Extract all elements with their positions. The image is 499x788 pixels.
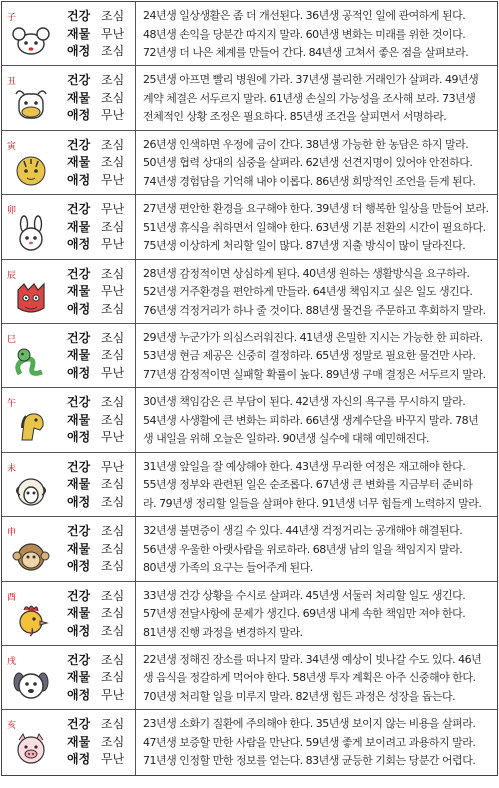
fortune-item: [67, 330, 124, 348]
fortune-category: 재물: [67, 477, 91, 492]
horoscope-line: 생 내일을 위해 오늘은 일하라. 90년생 실수에 대해 예민해진다.: [143, 432, 429, 446]
fortune-rating: 무난: [101, 284, 125, 299]
horoscope-line: 80년생 가족의 요구는 들어주게 된다.: [143, 561, 313, 575]
horoscope-line: 53년생 현금 제공은 신중히 결정하라. 65년생 정말로 필요한 물건만 사라.: [143, 349, 476, 363]
horoscope-line: 23년생 소화기 질환에 주의해야 한다. 35년생 보이지 않는 비용을 살펴라.: [143, 717, 476, 731]
horoscope-line: 47년생 보증할 만한 사람을 만난다. 59년생 좋게 보이려고 과용하지 말라.: [143, 735, 476, 749]
fortune-rating: 조심: [101, 137, 125, 152]
fortune-item: [67, 523, 124, 541]
fortune-item: [67, 412, 124, 430]
fortune-category: 건강: [67, 652, 91, 667]
fortune-summary: [67, 72, 124, 125]
fortune-item: [67, 652, 124, 670]
zodiac-character: 午: [7, 399, 17, 410]
fortune-summary: [67, 523, 124, 576]
horoscope-line: 71년생 인정할 만한 정보를 얻는다. 83년생 균등한 기회는 당분간 어렵다.: [143, 754, 476, 768]
horoscope-line: 33년생 건강 상황을 수시로 살펴라. 45년생 서둘러 처리할 일도 생긴다.: [143, 588, 466, 602]
fortune-category: 애정: [67, 687, 91, 702]
fortune-rating: 무난: [101, 202, 125, 217]
fortune-rating: 조심: [101, 219, 125, 234]
fortune-rating: 조심: [101, 606, 125, 621]
fortune-category: 건강: [67, 330, 91, 345]
fortune-item: [67, 394, 124, 412]
fortune-item: [67, 558, 124, 576]
fortune-category: 재물: [67, 606, 91, 621]
horoscope-line: 72년생 더 나은 체계를 만들어 간다. 84년생 고쳐서 좋은 점을 살펴보라.: [143, 46, 469, 59]
fortune-rating: 조심: [101, 266, 125, 281]
fortune-category: 애정: [67, 108, 91, 123]
fortune-rating: 조심: [101, 652, 125, 667]
fortune-rating: 조심: [101, 348, 125, 363]
fortune-rating: 조심: [101, 588, 125, 603]
fortune-rating: 무난: [101, 687, 125, 702]
rabbit-icon: [10, 215, 52, 253]
zodiac-character: 戌: [7, 656, 17, 667]
fortune-rating: 무난: [101, 108, 125, 123]
horoscope-text: [136, 388, 497, 451]
fortune-category: 애정: [67, 301, 91, 316]
horoscope-text: [136, 260, 497, 323]
fortune-category: 재물: [67, 734, 91, 749]
ox-icon: [10, 86, 52, 124]
fortune-category: 애정: [67, 430, 91, 445]
horoscope-row: [2, 195, 497, 259]
fortune-item: [67, 172, 124, 190]
dragon-icon: [10, 280, 52, 318]
horoscope-row: [2, 2, 497, 66]
zodiac-cell: [2, 517, 136, 580]
horoscope-line: 25년생 아프면 빨리 병원에 가라. 37년생 불리한 거래인가 살펴라. 49년생: [143, 73, 479, 87]
fortune-category: 애정: [67, 44, 91, 58]
horoscope-line: 76년생 걱정거리가 하나 줄 것이다. 88년생 물건을 주문하고 후회하지 말라.: [143, 303, 486, 317]
fortune-rating: 무난: [101, 237, 125, 252]
horse-icon: [10, 408, 52, 446]
pig-icon: [10, 730, 52, 768]
fortune-rating: 조심: [101, 330, 125, 345]
zodiac-cell: [2, 324, 136, 387]
zodiac-character: 亥: [7, 721, 17, 732]
snake-icon: [10, 344, 52, 382]
zodiac-cell: [2, 260, 136, 323]
fortune-category: 재물: [67, 90, 91, 105]
fortune-item: [67, 751, 124, 769]
fortune-category: 재물: [67, 412, 91, 427]
zodiac-cell: [2, 646, 136, 709]
fortune-category: 건강: [67, 9, 91, 23]
horoscope-row: [2, 324, 497, 388]
horoscope-text: [136, 646, 497, 709]
horoscope-text: [136, 517, 497, 580]
horoscope-text: [136, 324, 497, 387]
fortune-item: [67, 283, 124, 301]
fortune-rating: 조심: [101, 670, 125, 685]
fortune-category: 건강: [67, 524, 91, 539]
fortune-item: [67, 26, 124, 44]
fortune-summary: [67, 716, 124, 769]
fortune-rating: 무난: [101, 26, 125, 41]
monkey-icon: [10, 537, 52, 575]
fortune-item: [67, 72, 124, 90]
fortune-item: [67, 107, 124, 125]
horoscope-row: [2, 66, 497, 130]
fortune-item: [67, 734, 124, 752]
fortune-category: 재물: [67, 541, 91, 556]
fortune-item: [67, 687, 124, 705]
fortune-category: 애정: [67, 172, 91, 187]
zodiac-character: 丑: [7, 77, 17, 88]
horoscope-table: [1, 1, 498, 776]
fortune-category: 애정: [67, 559, 91, 574]
horoscope-line: 56년생 우울한 아랫사람을 위로하라. 68년생 남의 일을 책임지지 말라.: [143, 542, 463, 556]
fortune-rating: 무난: [101, 365, 125, 380]
horoscope-text: [136, 66, 497, 129]
fortune-rating: 조심: [101, 477, 125, 492]
horoscope-line: 24년생 일상생활은 좀 더 개선된다. 36년생 공적인 일에 관여하게 된다.: [143, 9, 466, 22]
fortune-rating: 무난: [101, 459, 125, 474]
zodiac-cell: [2, 388, 136, 451]
fortune-rating: 조심: [101, 44, 125, 58]
fortune-item: [67, 716, 124, 734]
horoscope-line: 77년생 감정적이면 실패할 확률이 높다. 89년생 구매 결정은 서두르지 말라.: [143, 367, 486, 381]
fortune-item: [67, 154, 124, 172]
zodiac-character: 未: [7, 463, 17, 474]
horoscope-line: 라. 79년생 정리할 일들을 살펴야 한다. 91년생 너무 힘들게 노력하지 말라.: [143, 496, 482, 510]
fortune-item: [67, 494, 124, 512]
fortune-summary: [67, 652, 124, 705]
horoscope-line: 22년생 정해진 장소를 떠나지 말라. 34년생 예상이 빗나갈 수도 있다. 46년: [143, 652, 482, 666]
horoscope-row: [2, 388, 497, 452]
horoscope-line: 전체적인 상황 조정은 필요하다. 85년생 조건을 살피면서 서명하라.: [143, 110, 447, 124]
horoscope-text: [136, 195, 497, 258]
zodiac-character: 申: [7, 528, 17, 539]
fortune-rating: 조심: [101, 412, 125, 427]
fortune-rating: 무난: [101, 430, 125, 445]
fortune-item: [67, 588, 124, 606]
fortune-category: 건강: [67, 137, 91, 152]
horoscope-row: [2, 646, 497, 710]
zodiac-cell: [2, 453, 136, 516]
horoscope-line: 계약 체결은 서두르지 말라. 61년생 손실의 가능성을 조사해 보라. 73년생: [143, 91, 476, 105]
fortune-category: 재물: [67, 670, 91, 685]
zodiac-cell: [2, 195, 136, 258]
dog-icon: [10, 666, 52, 704]
horoscope-line: 51년생 휴식을 취하면서 일해야 한다. 63년생 기분 전환의 시간이 필요하다.: [143, 220, 486, 234]
fortune-summary: [67, 459, 124, 512]
rat-icon: [10, 22, 52, 60]
horoscope-text: [136, 710, 497, 774]
horoscope-line: 27년생 편안한 환경을 요구해야 한다. 39년생 더 행복한 일상을 만들어 보라.: [143, 202, 489, 216]
fortune-category: 건강: [67, 717, 91, 732]
horoscope-line: 81년생 진행 과정을 변경하지 말라.: [143, 625, 303, 639]
zodiac-character: 酉: [7, 592, 17, 603]
horoscope-line: 74년생 경험담을 기억해 내야 이롭다. 86년생 희망적인 조언을 듣게 된다.: [143, 174, 476, 188]
fortune-category: 재물: [67, 284, 91, 299]
fortune-summary: [67, 266, 124, 319]
horoscope-text: [136, 582, 497, 645]
zodiac-cell: [2, 710, 136, 774]
fortune-category: 재물: [67, 219, 91, 234]
zodiac-character: 子: [7, 13, 17, 23]
fortune-item: [67, 669, 124, 687]
fortune-category: 건강: [67, 588, 91, 603]
fortune-rating: 조심: [101, 90, 125, 105]
fortune-rating: 조심: [101, 717, 125, 732]
fortune-category: 애정: [67, 752, 91, 767]
fortune-item: [67, 236, 124, 254]
fortune-rating: 조심: [101, 395, 125, 410]
horoscope-line: 54년생 사생활에 큰 변화는 피하라. 66년생 생계수단을 바꾸지 말라. 78년: [143, 413, 479, 427]
horoscope-row: [2, 453, 497, 517]
fortune-category: 애정: [67, 494, 91, 509]
fortune-category: 애정: [67, 237, 91, 252]
fortune-category: 건강: [67, 459, 91, 474]
horoscope-text: [136, 131, 497, 194]
zodiac-cell: [2, 582, 136, 645]
fortune-item: [67, 219, 124, 237]
horoscope-line: 30년생 책임감은 큰 부담이 된다. 42년생 자신의 욕구를 무시하지 말라.: [143, 395, 466, 409]
horoscope-line: 26년생 인색하면 우정에 금이 간다. 38년생 가능한 한 농담은 하지 말라.: [143, 137, 469, 151]
horoscope-text: [136, 2, 497, 65]
zodiac-cell: [2, 131, 136, 194]
fortune-rating: 조심: [101, 73, 125, 88]
fortune-category: 재물: [67, 155, 91, 170]
fortune-summary: [67, 588, 124, 641]
horoscope-line: 57년생 전달사항에 문제가 생긴다. 69년생 내게 속한 책임만 져야 한다.: [143, 607, 466, 621]
fortune-item: [67, 8, 124, 26]
fortune-category: 애정: [67, 365, 91, 380]
fortune-rating: 조심: [101, 734, 125, 749]
fortune-category: 재물: [67, 348, 91, 363]
tiger-icon: [10, 151, 52, 189]
fortune-rating: 무난: [101, 752, 125, 767]
fortune-rating: 조심: [101, 623, 125, 638]
horoscope-line: 52년생 거주환경을 편안하게 만들라. 64년생 책임지고 싶은 일도 생긴다.: [143, 285, 473, 299]
fortune-item: [67, 476, 124, 494]
zodiac-character: 寅: [7, 141, 17, 152]
horoscope-line: 29년생 누군가가 의심스러워진다. 41년생 은밀한 지시는 가능한 한 피하라.: [143, 330, 483, 344]
fortune-item: [67, 43, 124, 61]
fortune-item: [67, 623, 124, 641]
fortune-category: 재물: [67, 26, 91, 41]
fortune-category: 건강: [67, 395, 91, 410]
sheep-icon: [10, 473, 52, 511]
fortune-summary: [67, 330, 124, 383]
horoscope-line: 32년생 불면증이 생길 수 있다. 44년생 걱정거리는 공개해야 해결된다.: [143, 524, 463, 538]
horoscope-line: 70년생 처리할 일을 미루지 말라. 82년생 힘든 과정은 성장을 돕는다.: [143, 689, 456, 703]
horoscope-line: 50년생 협력 상대의 심중을 살펴라. 62년생 선견지명이 있어야 안전하다.: [143, 156, 473, 170]
zodiac-character: 巳: [7, 334, 17, 345]
horoscope-row: [2, 260, 497, 324]
fortune-item: [67, 605, 124, 623]
fortune-item: [67, 541, 124, 559]
zodiac-character: 卯: [7, 206, 17, 217]
zodiac-character: 辰: [7, 270, 17, 281]
fortune-item: [67, 301, 124, 319]
horoscope-line: 생 음식을 정갈하게 먹어야 한다. 58년생 투자 계획은 아주 신중해야 한다.: [143, 671, 476, 685]
horoscope-row: [2, 131, 497, 195]
horoscope-text: [136, 453, 497, 516]
fortune-category: 건강: [67, 73, 91, 88]
zodiac-cell: [2, 2, 136, 65]
fortune-rating: 조심: [101, 559, 125, 574]
fortune-summary: [67, 137, 124, 190]
horoscope-line: 75년생 이상하게 처리할 일이 많다. 87년생 지출 방식이 많이 달라진다.: [143, 239, 466, 253]
rooster-icon: [10, 602, 52, 640]
horoscope-row: [2, 582, 497, 646]
horoscope-line: 31년생 앞일을 잘 예상해야 한다. 43년생 무리한 여정은 재고해야 한다.: [143, 459, 466, 473]
fortune-rating: 무난: [101, 172, 125, 187]
fortune-item: [67, 137, 124, 155]
fortune-item: [67, 429, 124, 447]
fortune-rating: 조심: [101, 9, 125, 23]
horoscope-line: 55년생 정부와 관련된 일은 순조롭다. 67년생 큰 변화를 지금부터 준비하: [143, 478, 473, 492]
fortune-item: [67, 365, 124, 383]
zodiac-cell: [2, 66, 136, 129]
fortune-item: [67, 266, 124, 284]
fortune-summary: [67, 394, 124, 447]
fortune-rating: 조심: [101, 494, 125, 509]
fortune-category: 건강: [67, 202, 91, 217]
horoscope-line: 28년생 감정적이면 상심하게 된다. 40년생 원하는 생활방식을 요구하라.: [143, 266, 470, 280]
fortune-item: [67, 347, 124, 365]
fortune-item: [67, 459, 124, 477]
fortune-rating: 조심: [101, 155, 125, 170]
fortune-category: 건강: [67, 266, 91, 281]
fortune-item: [67, 201, 124, 219]
fortune-item: [67, 90, 124, 108]
horoscope-line: 48년생 손익을 당분간 따지지 말라. 60년생 변화는 미래를 위한 것이다.: [143, 27, 466, 41]
fortune-summary: [67, 201, 124, 254]
fortune-rating: 조심: [101, 541, 125, 556]
horoscope-row: [2, 517, 497, 581]
fortune-category: 애정: [67, 623, 91, 638]
fortune-rating: 조심: [101, 301, 125, 316]
fortune-rating: 조심: [101, 524, 125, 539]
fortune-summary: [67, 8, 124, 61]
horoscope-row: [2, 710, 497, 774]
